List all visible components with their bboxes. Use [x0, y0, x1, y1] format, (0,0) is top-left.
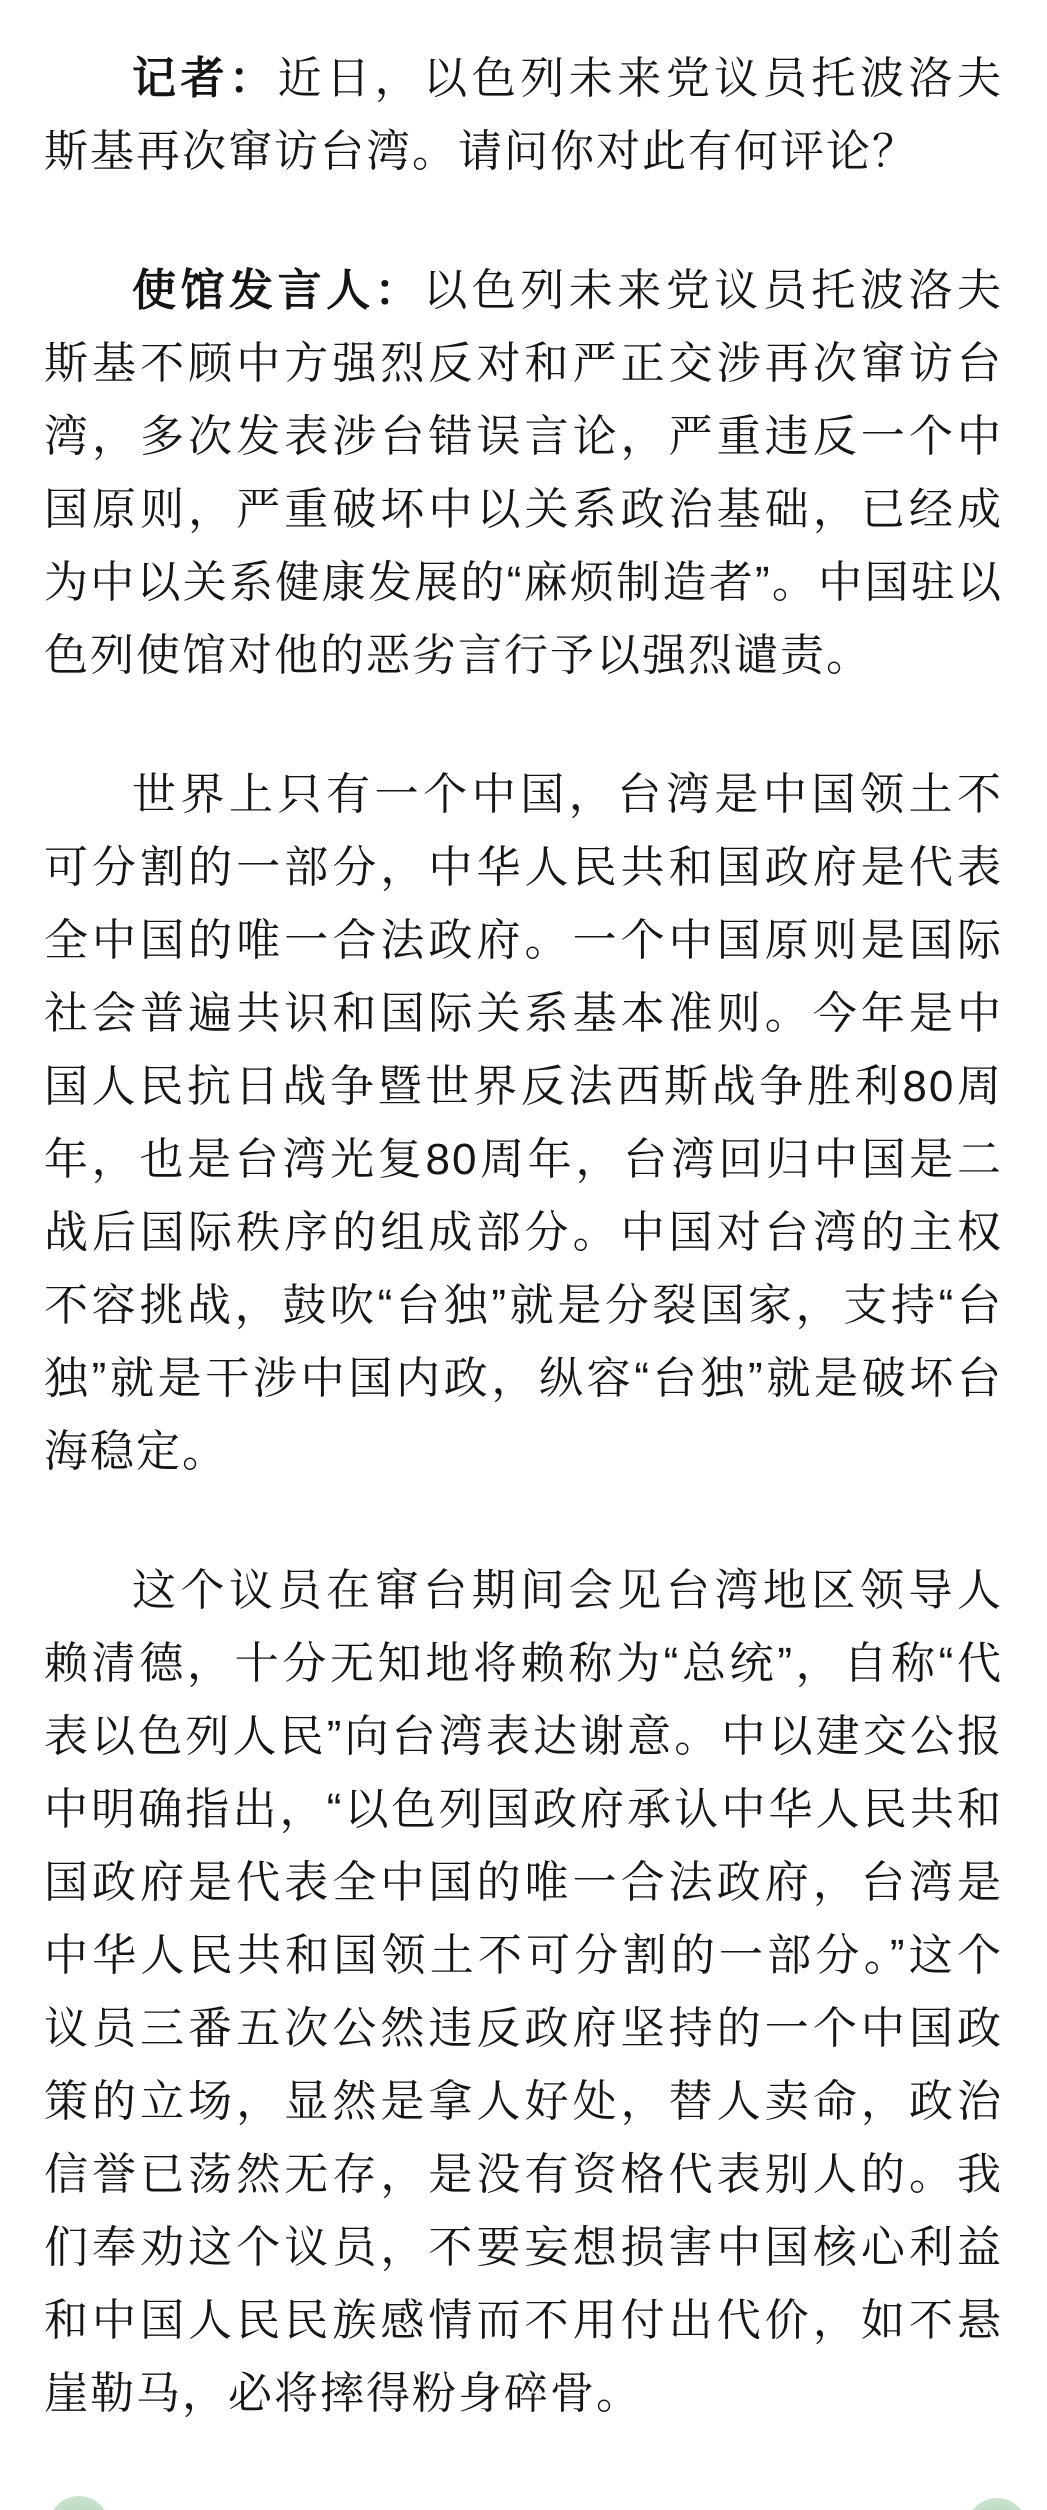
paragraph-text: 以色列未来党议员托波洛夫斯基不顾中方强烈反对和严正交涉再次窜访台湾，多次发表涉台错误言论，严重违反一个中国原则，严重破坏中以关系政治基础，已经成为中以关系健康发展的“麻烦制造者”。中国驻以色列使馆对他的恶劣言行予以强烈谴责。 [44, 266, 1004, 680]
paragraph-text: 世界上只有一个中国，台湾是中国领土不可分割的一部分，中华人民共和国政府是代表全中国的唯一合法政府。一个中国原则是国际社会普遍共识和国际关系基本准则。今年是中国人民抗日战争暨世界反法西斯战争胜利80周年，也是台湾光复80周年，台湾回归中国是二战后国际秩序的组成部分。中国对台湾的主权不容挑战，鼓吹“台独”就是分裂国家，支持“台独”就是干涉中国内政，纵容“台独”就是破坏台海稳定。 [44, 770, 1003, 1476]
speaker-label: 使馆发言人： [132, 266, 424, 315]
paragraph-text: 这个议员在窜台期间会见台湾地区领导人赖清德，十分无知地将赖称为“总统”，自称“代表以色列人民”向台湾表达谢意。中以建交公报中明确指出，“以色列国政府承认中华人民共和国政府是代表全中国的唯一合法政府，台湾是中华人民共和国领土不可分割的一部分。”这个议员三番五次公然违反政府坚持的一个中国政策的立场，显然是拿人好处，替人卖命，政治信誉已荡然无存，是没有资格代表别人的。我们奉劝这个议员，不要妄想损害中国核心利益和中国人民民族感情而不用付出代价，如不悬崖勒马，必将摔得粉身碎骨。 [44, 1566, 1003, 2418]
paragraph [44, 758, 1003, 1488]
speaker-label: 记者： [132, 54, 278, 103]
partial-green-circle-icon-right [966, 2498, 1028, 2510]
paragraph [44, 42, 1003, 188]
partial-green-circle-icon-left [48, 2496, 110, 2510]
paragraph [44, 254, 1003, 692]
paragraph-text: 近日，以色列未来党议员托波洛夫斯基再次窜访台湾。请问你对此有何评论？ [44, 54, 1004, 176]
paragraph [44, 1554, 1003, 2430]
